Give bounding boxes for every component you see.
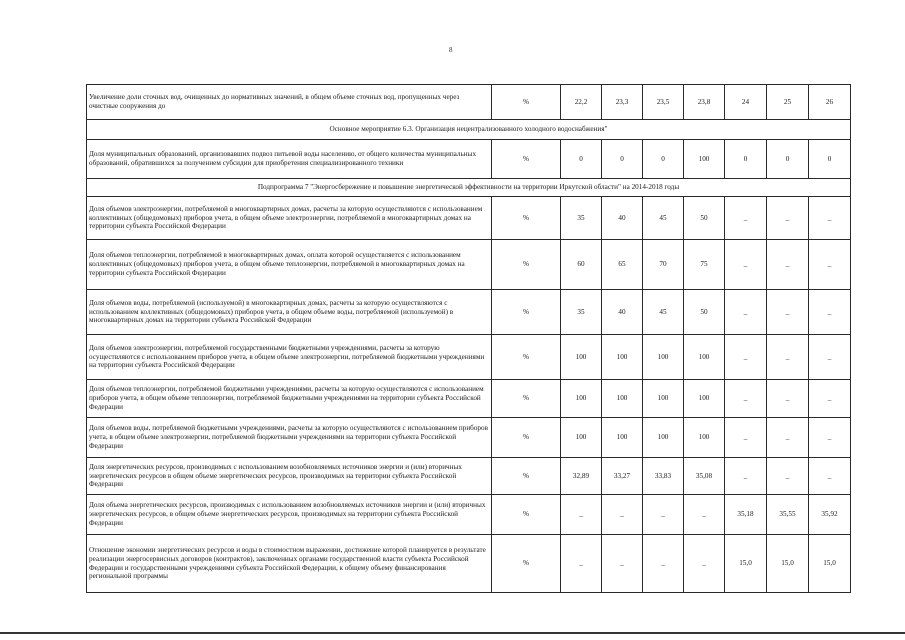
value-cell: _ bbox=[725, 335, 767, 380]
value-cell: 45 bbox=[643, 197, 684, 240]
value-cell: _ bbox=[643, 535, 684, 593]
value-cell: 100 bbox=[684, 380, 725, 418]
value-cell: 35,08 bbox=[684, 458, 725, 495]
value-cell: _ bbox=[809, 290, 851, 335]
value-cell: 35,55 bbox=[767, 495, 809, 535]
value-cell: 35,18 bbox=[725, 495, 767, 535]
value-cell: 100 bbox=[561, 380, 602, 418]
table-row bbox=[87, 458, 851, 495]
indicator-name: Доля объема энергетических ресурсов, производимых с использованием возобновляемых источников энергии и (или) вторичных энергетических ресурсов, в общем объеме энергетических ресурсов, производимых на территории субъекта Российской Федерации bbox=[87, 495, 492, 535]
value-cell: 100 bbox=[684, 140, 725, 179]
table-row bbox=[87, 418, 851, 458]
value-cell: _ bbox=[809, 380, 851, 418]
value-cell: 35,92 bbox=[809, 495, 851, 535]
indicator-name: Доля объемов воды, потребляемой бюджетными учреждениями, расчеты за которую осуществляются с использованием приборов учета, в общем объеме электроэнергии, потребляемой бюджетными учреждениями на территории субъекта Российской Федерации bbox=[87, 418, 492, 458]
value-cell: 25 bbox=[767, 85, 809, 120]
value-cell: _ bbox=[809, 240, 851, 290]
table-row bbox=[87, 535, 851, 593]
indicator-name: Доля объемов воды, потребляемой (используемой) в многоквартирных домах, расчеты за которую осуществляются с использованием коллективных (общедомовых) приборов учета, в общем объеме воды, потребляемой (используемой) в многоквартирных домах на территории субъекта Российской Федерации bbox=[87, 290, 492, 335]
value-cell: 33,83 bbox=[643, 458, 684, 495]
value-cell: _ bbox=[602, 535, 643, 593]
indicator-name: Доля объемов теплоэнергии, потребляемой в многоквартирных домах, оплата которой осуществляется с использованием коллективных (общедомовых) приборов учета, в общем объеме теплоэнергии, потребляемой в многоквартирных домах на территории субъекта Российской Федерации bbox=[87, 240, 492, 290]
unit-cell: % bbox=[492, 458, 561, 495]
section-header-row bbox=[87, 179, 851, 197]
table-row bbox=[87, 495, 851, 535]
value-cell: 100 bbox=[561, 418, 602, 458]
page-bottom-rule bbox=[0, 632, 905, 634]
value-cell: 75 bbox=[684, 240, 725, 290]
value-cell: 32,89 bbox=[561, 458, 602, 495]
value-cell: _ bbox=[809, 418, 851, 458]
value-cell: _ bbox=[561, 495, 602, 535]
value-cell: 0 bbox=[767, 140, 809, 179]
value-cell: _ bbox=[725, 458, 767, 495]
value-cell: 100 bbox=[602, 418, 643, 458]
table-row bbox=[87, 290, 851, 335]
indicator-name: Доля энергетических ресурсов, производимых с использованием возобновляемых источников энергии и (или) вторичных энергетических ресурсов в общем объеме энергетических ресурсов, производимых на территории субъекта Российской Федерации bbox=[87, 458, 492, 495]
unit-cell: % bbox=[492, 240, 561, 290]
value-cell: 15,0 bbox=[809, 535, 851, 593]
value-cell: 100 bbox=[643, 418, 684, 458]
value-cell: 33,27 bbox=[602, 458, 643, 495]
value-cell: 50 bbox=[684, 290, 725, 335]
section-header-row bbox=[87, 120, 851, 140]
value-cell: _ bbox=[725, 418, 767, 458]
table-row bbox=[87, 240, 851, 290]
value-cell: _ bbox=[767, 418, 809, 458]
table-row bbox=[87, 140, 851, 179]
table-row bbox=[87, 335, 851, 380]
value-cell: _ bbox=[725, 240, 767, 290]
unit-cell: % bbox=[492, 197, 561, 240]
unit-cell: % bbox=[492, 140, 561, 179]
value-cell: _ bbox=[684, 535, 725, 593]
value-cell: 100 bbox=[643, 380, 684, 418]
value-cell: 24 bbox=[725, 85, 767, 120]
value-cell: _ bbox=[643, 495, 684, 535]
value-cell: 65 bbox=[602, 240, 643, 290]
indicator-name: Доля объемов теплоэнергии, потребляемой бюджетными учреждениями, расчеты за которую осуществляются с использованием приборов учета, в общем объеме теплоэнергии, потребляемой бюджетными учреждениями на территории субъекта Российской Федерации bbox=[87, 380, 492, 418]
unit-cell: % bbox=[492, 85, 561, 120]
unit-cell: % bbox=[492, 495, 561, 535]
indicator-name: Отношение экономии энергетических ресурсов и воды в стоимостном выражении, достижение которой планируется в результате реализации энергосервисных договоров (контрактов), заключенных органами государственной власти субъекта Российской Федерации и государственными учреждениями субъекта Российской Федерации, к общему объему финансирования региональной программы bbox=[87, 535, 492, 593]
unit-cell: % bbox=[492, 335, 561, 380]
value-cell: 45 bbox=[643, 290, 684, 335]
value-cell: _ bbox=[767, 335, 809, 380]
value-cell: 22,2 bbox=[561, 85, 602, 120]
value-cell: _ bbox=[809, 335, 851, 380]
indicator-name: Доля муниципальных образований, организовавших подвоз питьевой воды населению, от общего количества муниципальных образований, обратившихся за получением субсидии для приобретения специализированного техники bbox=[87, 140, 492, 179]
value-cell: _ bbox=[602, 495, 643, 535]
unit-cell: % bbox=[492, 290, 561, 335]
value-cell: 15,0 bbox=[725, 535, 767, 593]
value-cell: 23,8 bbox=[684, 85, 725, 120]
value-cell: _ bbox=[561, 535, 602, 593]
value-cell: _ bbox=[725, 290, 767, 335]
unit-cell: % bbox=[492, 418, 561, 458]
value-cell: 100 bbox=[602, 380, 643, 418]
value-cell: 100 bbox=[643, 335, 684, 380]
value-cell: 35 bbox=[561, 197, 602, 240]
value-cell: 0 bbox=[809, 140, 851, 179]
indicator-name: Увеличение доли сточных вод, очищенных до нормативных значений, в общем объеме сточных вод, пропущенных через очистные сооружения до bbox=[87, 85, 492, 120]
page-number: 8 bbox=[449, 46, 453, 54]
table-row bbox=[87, 85, 851, 120]
value-cell: _ bbox=[809, 197, 851, 240]
value-cell: _ bbox=[809, 458, 851, 495]
table-row bbox=[87, 197, 851, 240]
value-cell: 40 bbox=[602, 197, 643, 240]
value-cell: 23,5 bbox=[643, 85, 684, 120]
value-cell: 15,0 bbox=[767, 535, 809, 593]
value-cell: 23,3 bbox=[602, 85, 643, 120]
value-cell: 60 bbox=[561, 240, 602, 290]
value-cell: 100 bbox=[602, 335, 643, 380]
value-cell: _ bbox=[767, 240, 809, 290]
value-cell: 0 bbox=[561, 140, 602, 179]
value-cell: 100 bbox=[684, 335, 725, 380]
table-row bbox=[87, 380, 851, 418]
unit-cell: % bbox=[492, 535, 561, 593]
value-cell: 100 bbox=[561, 335, 602, 380]
value-cell: 40 bbox=[602, 290, 643, 335]
value-cell: 26 bbox=[809, 85, 851, 120]
value-cell: 70 bbox=[643, 240, 684, 290]
value-cell: _ bbox=[725, 197, 767, 240]
indicators-table bbox=[86, 84, 851, 593]
value-cell: 100 bbox=[684, 418, 725, 458]
section-title: Подпрограмма 7 "Энергосбережение и повышение энергетической эффективности на территории Иркутской области" на 2014-2018 годы bbox=[87, 179, 851, 197]
value-cell: 50 bbox=[684, 197, 725, 240]
indicator-name: Доля объемов электроэнергии, потребляемой в многоквартирных домах, расчеты за которую осуществляются с использованием коллективных (общедомовых) приборов учета, в общем объеме электроэнергии, потребляемой в многоквартирных домах на территории субъекта Российской Федерации bbox=[87, 197, 492, 240]
value-cell: _ bbox=[725, 380, 767, 418]
value-cell: 0 bbox=[725, 140, 767, 179]
value-cell: 35 bbox=[561, 290, 602, 335]
value-cell: _ bbox=[684, 495, 725, 535]
indicator-name: Доля объемов электроэнергии, потребляемой государственными бюджетными учреждениями, расчеты за которую осуществляются с использованием приборов учета, в общем объеме электроэнергии, потребляемой бюджетными учреждениями на территории субъекта Российской Федерации bbox=[87, 335, 492, 380]
value-cell: _ bbox=[767, 290, 809, 335]
unit-cell: % bbox=[492, 380, 561, 418]
value-cell: _ bbox=[767, 458, 809, 495]
value-cell: _ bbox=[767, 197, 809, 240]
section-title: Основное мероприятие 6.3. Организация нецентрализованного холодного водоснабжения" bbox=[87, 120, 851, 140]
value-cell: 0 bbox=[602, 140, 643, 179]
table-body bbox=[87, 85, 851, 593]
value-cell: _ bbox=[767, 380, 809, 418]
value-cell: 0 bbox=[643, 140, 684, 179]
